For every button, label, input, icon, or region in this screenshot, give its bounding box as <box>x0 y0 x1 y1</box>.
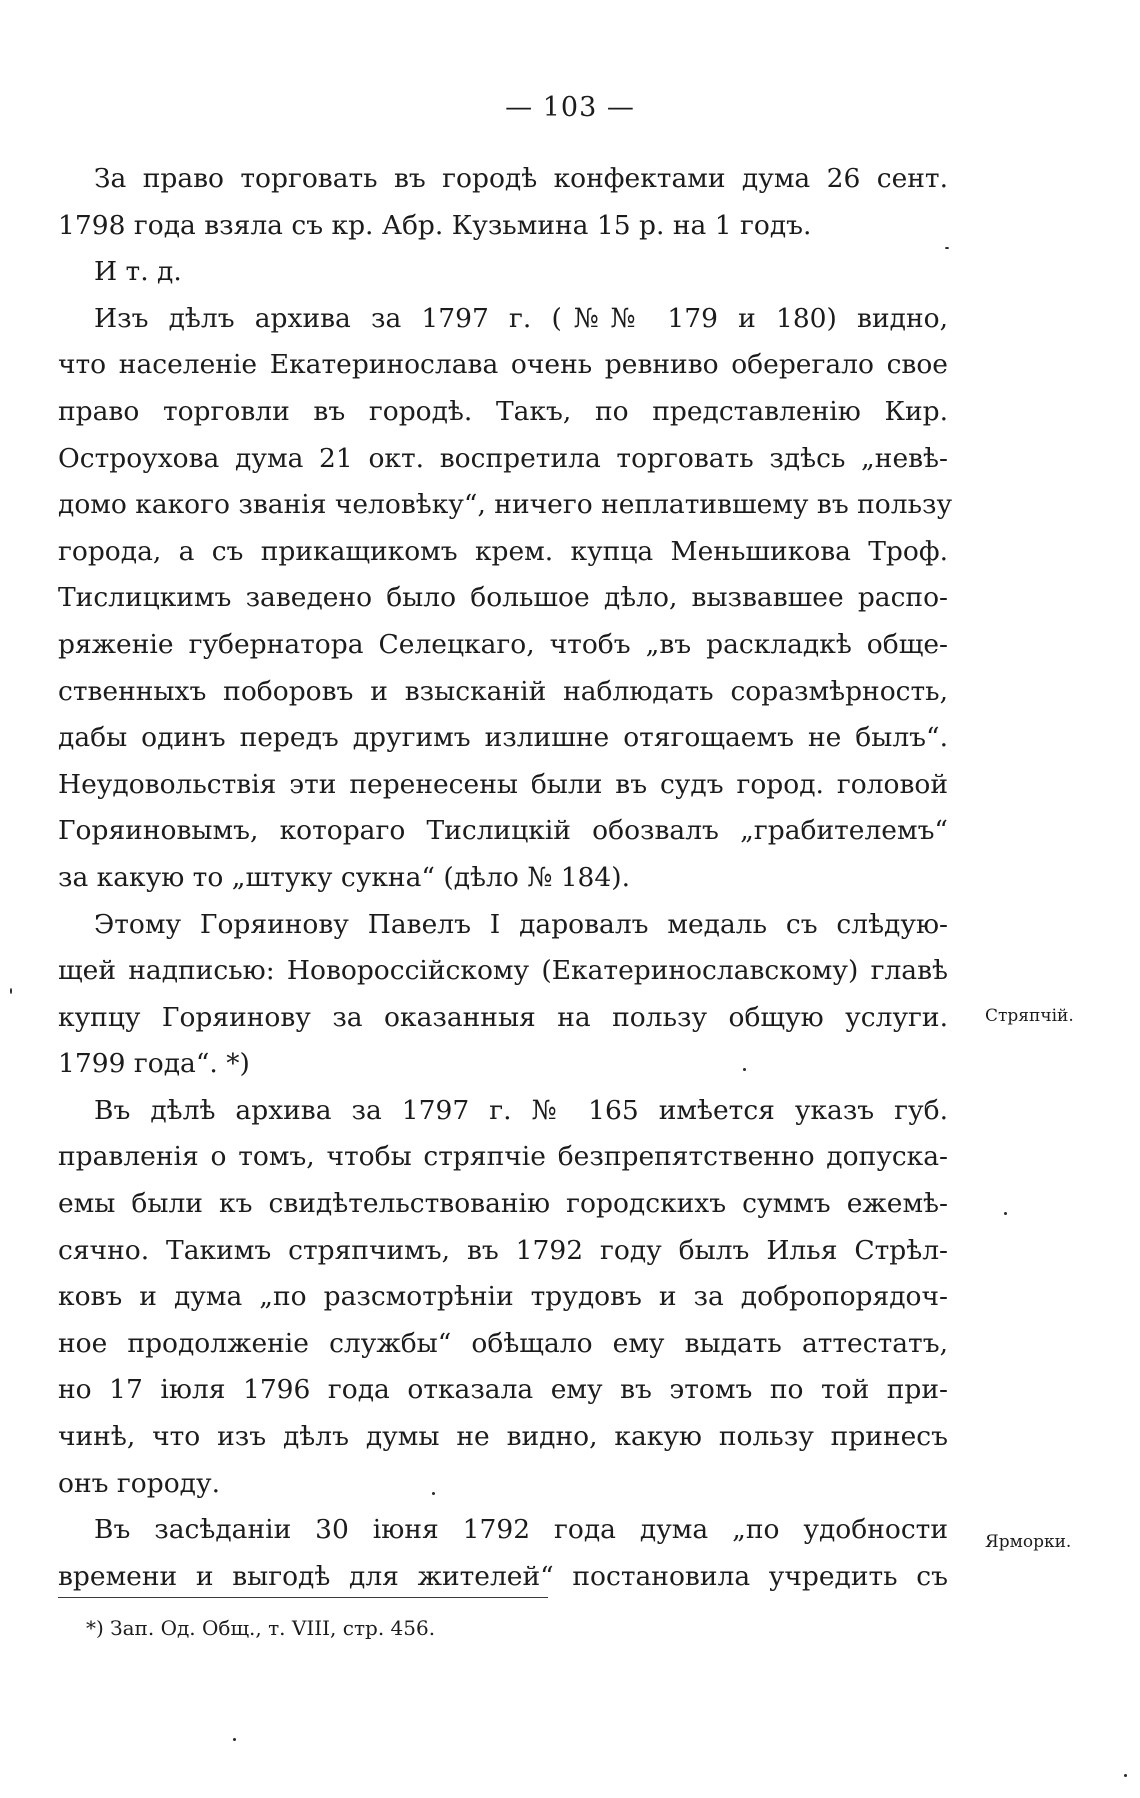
text-line: право торговли въ городѣ. Такъ, по представленію Кир. <box>58 395 948 427</box>
text-line: за какую то „штуку сукна“ (дѣло № 184). <box>58 861 631 893</box>
text-line: щей надписью: Новороссійскому (Екатеринославскому) главѣ <box>58 955 948 987</box>
text-line: 1799 года“. *) <box>58 1048 250 1080</box>
ink-speck <box>945 247 949 249</box>
footnote-rule <box>58 1597 548 1598</box>
ink-speck <box>743 1068 746 1071</box>
ink-speck <box>10 988 12 994</box>
text-line: Изъ дѣлъ архива за 1797 г. (№№ 179 и 180) видно, <box>94 302 948 334</box>
text-line: дабы одинъ передъ другимъ излишне отягощаемъ не былъ“. <box>58 722 948 754</box>
ink-speck <box>432 1492 435 1495</box>
text-line: города, а съ прикащикомъ крем. купца Меньшикова Троф. <box>58 535 948 567</box>
text-line: онъ городу. <box>58 1467 220 1499</box>
footnote: *) Зап. Од. Общ., т. VIII, стр. 456. <box>86 1616 436 1640</box>
margin-note-yarmorki: Ярморки. <box>985 1532 1072 1552</box>
text-line: правленія о томъ, чтобы стряпчіе безпрепятственно допуска- <box>58 1141 948 1173</box>
text-line: За право торговать въ городѣ конфектами дума 26 сент. <box>94 163 948 194</box>
text-line: Въ засѣданіи 30 іюня 1792 года дума „по удобности <box>94 1514 948 1546</box>
text-line: ное продолженіе службы“ обѣщало ему выдать аттестатъ, <box>58 1327 948 1359</box>
text-line: ковъ и дума „по разсмотрѣніи трудовъ и за добропорядоч- <box>58 1281 948 1313</box>
text-line: но 17 іюля 1796 года отказала ему въ этомъ по той при- <box>58 1374 948 1406</box>
margin-note-stryapchiy: Стряпчій. <box>985 1006 1074 1026</box>
text-line: ственныхъ поборовъ и взысканій наблюдать соразмѣрность, <box>58 675 948 707</box>
ink-speck <box>233 1738 236 1741</box>
text-line: Неудовольствія эти перенесены были въ судъ город. головой <box>58 768 948 800</box>
text-line: Остроухова дума 21 окт. воспретила торговать здѣсь „невѣ- <box>58 442 948 474</box>
text-line: купцу Горяинову за оказанныя на пользу общую услуги. <box>58 1001 948 1033</box>
body-text <box>58 156 953 1600</box>
text-line: 1798 года взяла съ кр. Абр. Кузьмина 15 р. на 1 годъ. <box>58 209 812 241</box>
text-line: Этому Горяинову Павелъ I даровалъ медаль съ слѣдую- <box>94 908 948 940</box>
text-line: Горяиновымъ, котораго Тислицкій обозвалъ „грабителемъ“ <box>58 815 948 847</box>
ink-speck <box>1124 1774 1127 1777</box>
text-line: Въ дѣлѣ архива за 1797 г. № 165 имѣется указъ губ. <box>94 1094 948 1126</box>
text-line: домо какого званія человѣку“, ничего неплатившему въ пользу <box>58 489 953 521</box>
text-line: Тислицкимъ заведено было большое дѣло, вызвавшее распо- <box>58 582 948 614</box>
page-number: — 103 — <box>505 92 635 123</box>
text-line: чинѣ, что изъ дѣлъ думы не видно, какую пользу принесъ <box>58 1421 948 1453</box>
text-line: что населеніе Екатеринослава очень ревниво оберегало свое <box>58 349 948 381</box>
ink-speck <box>1004 1212 1007 1215</box>
text-line: ряженіе губернатора Селецкаго, чтобъ „въ раскладкѣ обще- <box>58 628 948 660</box>
text-line: времени и выгодѣ для жителей“ постановила учредить съ <box>58 1560 948 1592</box>
text-line: сячно. Такимъ стряпчимъ, въ 1792 году былъ Илья Стрѣл- <box>58 1234 948 1266</box>
text-line: И т. д. <box>94 256 182 288</box>
text-line: емы были къ свидѣтельствованію городскихъ суммъ ежемѣ- <box>58 1188 948 1220</box>
